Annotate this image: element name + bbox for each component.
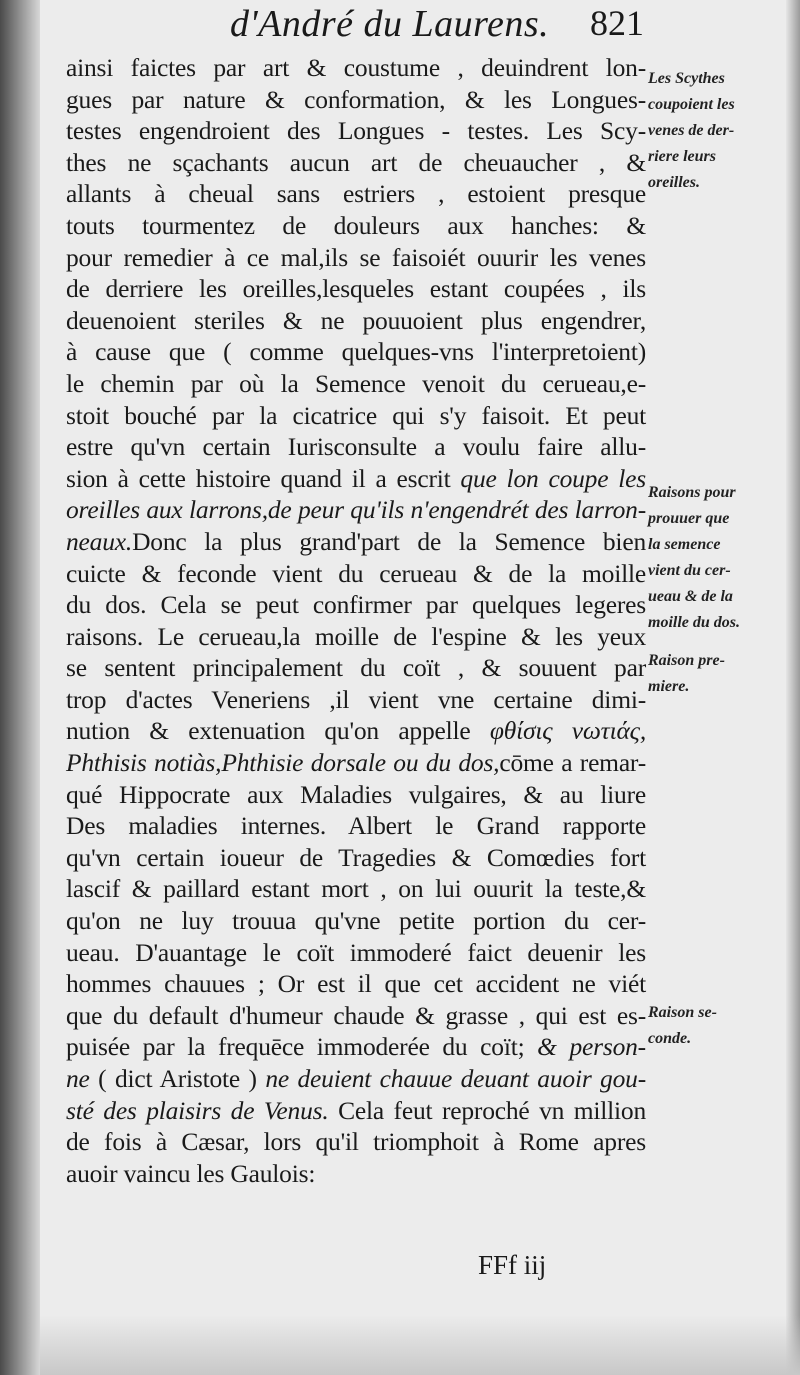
text-line <box>66 684 646 716</box>
text-segment: qu'vn certain ioueur de Tragedies & Comœdies fort <box>66 842 646 872</box>
text-line <box>66 178 646 210</box>
margin-note-line: prouuer que <box>648 510 730 527</box>
text-segment: du dos. Cela se peut confirmer par quelques legeres <box>66 590 646 620</box>
text-segment: de fois à Cæsar, lors qu'il triomphoit à Rome apres <box>66 1127 646 1157</box>
italic-segment: sté des plaisirs de Venus. <box>66 1095 329 1125</box>
margin-note-line: venes de der- <box>648 122 735 139</box>
text-line <box>66 589 646 621</box>
text-segment: puisée par la frequēce immoderée du coït; <box>66 1032 538 1062</box>
text-segment: trop d'actes Veneriens ,il vient vne certaine dimi- <box>66 684 646 714</box>
margin-note-premiere <box>648 648 774 700</box>
text-segment: cōme a remar- <box>499 748 647 778</box>
text-segment: qu'on ne luy trouua qu'vne petite portion du cer- <box>66 906 646 936</box>
text-line <box>66 1063 646 1095</box>
text-segment: qué Hippocrate aux Maladies vulgaires, & au liure <box>66 779 646 809</box>
page-number: 821 <box>590 3 644 43</box>
text-line <box>66 842 646 874</box>
text-line <box>66 747 646 779</box>
text-line <box>66 494 646 526</box>
text-segment: Donc la plus grand'part de la Semence bien <box>132 526 646 556</box>
page-bottom-shade <box>40 1315 800 1375</box>
text-segment: allants à cheual sans estriers , estoient presque <box>66 179 646 209</box>
text-segment: ( dict Aristote ) <box>89 1064 266 1093</box>
text-line <box>66 558 646 590</box>
text-segment: Cela feut reproché vn million <box>328 1095 646 1125</box>
text-line <box>66 242 646 274</box>
italic-segment: ne <box>66 1064 90 1093</box>
text-segment: à cause que ( comme quelques-vns l'interpretoient) <box>66 337 646 367</box>
text-line <box>66 1031 646 1063</box>
text-line <box>66 715 646 747</box>
italic-segment: & person- <box>537 1032 646 1062</box>
text-segment: testes engendroient des Longues - testes. Les Scy- <box>66 116 646 146</box>
text-segment: estre qu'vn certain Iurisconsulte a voulu faire allu- <box>66 432 646 462</box>
margin-note-line: oreilles. <box>648 174 700 191</box>
book-spine-shadow <box>0 0 40 1375</box>
text-line <box>66 147 646 179</box>
text-segment: se sentent principalement du coït , & souuent par <box>66 653 646 683</box>
text-segment: hommes chauues ; Or est il que cet accident ne viét <box>66 969 646 999</box>
italic-segment: Phthisis notiàs,Phthisie dorsale ou du dos, <box>66 748 500 778</box>
text-line <box>66 652 646 684</box>
text-segment: stoit bouché par la cicatrice qui s'y faisoit. Et peut <box>66 400 646 430</box>
running-title: d'André du Laurens. <box>230 3 550 45</box>
text-line <box>66 305 646 337</box>
main-text-block <box>66 52 646 1189</box>
text-segment: que du default d'humeur chaude & grasse , qui est es- <box>66 1000 646 1030</box>
text-segment: ainsi faictes par art & coustume , deuindrent lon- <box>66 53 646 82</box>
margin-note-line: la semence <box>648 536 721 553</box>
italic-segment: que lon coupe les <box>460 463 646 493</box>
text-segment: ueau. D'auantage le coït immoderé faict deuenir les <box>66 937 646 967</box>
text-segment: le chemin par où la Semence venoit du cerueau,e- <box>66 368 646 398</box>
margin-note-line: Raison se- <box>648 1004 717 1021</box>
text-line <box>66 1126 646 1158</box>
text-line <box>66 779 646 811</box>
text-line <box>66 463 646 495</box>
text-segment: deuenoient steriles & ne pouuoient plus engendrer, <box>66 305 646 335</box>
text-line <box>66 273 646 305</box>
margin-note-line: riere leurs <box>648 148 716 165</box>
page-edge <box>786 0 800 1375</box>
text-line <box>66 937 646 969</box>
text-segment: sion à cette histoire quand il a escrit <box>66 463 461 493</box>
text-line <box>66 1095 646 1127</box>
italic-segment: neaux. <box>66 526 133 556</box>
text-line <box>66 431 646 463</box>
italic-segment: oreilles aux larrons,de peur qu'ils n'engendrét des larron- <box>66 495 646 525</box>
margin-note-seconde <box>648 1000 774 1052</box>
margin-note-scythes <box>648 66 774 196</box>
text-line <box>66 968 646 1000</box>
text-line <box>66 336 646 368</box>
text-line <box>66 368 646 400</box>
italic-segment: φθίσις νωτιάς, <box>489 716 646 746</box>
margin-note-line: moille du dos. <box>648 614 741 631</box>
text-line <box>66 1000 646 1032</box>
text-line <box>66 210 646 242</box>
margin-note-line: conde. <box>648 1030 692 1047</box>
running-header <box>230 0 670 48</box>
text-line <box>66 1158 646 1190</box>
text-segment: auoir vaincu les Gaulois: <box>66 1158 316 1188</box>
text-line <box>66 905 646 937</box>
text-line <box>66 115 646 147</box>
margin-note-line: coupoient les <box>648 96 735 113</box>
text-segment: nution & extenuation qu'on appelle <box>66 716 490 746</box>
margin-note-line: Raisons pour <box>648 484 736 501</box>
margin-note-line: Les Scythes <box>648 70 725 87</box>
text-segment: raisons. Le cerueau,la moille de l'espine & les yeux <box>66 621 646 651</box>
text-line <box>66 84 646 116</box>
margin-note-line: miere. <box>648 678 690 695</box>
text-segment: thes ne sçachants aucun art de cheuaucher , & <box>66 147 646 177</box>
text-segment: cuicte & feconde vient du cerueau & de la moille <box>66 558 646 588</box>
italic-segment: ne deuient chauue deuant auoir gou- <box>265 1064 646 1093</box>
text-segment: pour remedier à ce mal,ils se faisoiét ouurir les venes <box>66 242 646 272</box>
text-line <box>66 52 646 84</box>
text-segment: de derriere les oreilles,lesqueles estant coupées , ils <box>66 274 646 304</box>
text-segment: Des maladies internes. Albert le Grand rapporte <box>66 811 646 841</box>
text-segment: lascif & paillard estant mort , on lui ouurit la teste,& <box>66 874 646 904</box>
text-line <box>66 621 646 653</box>
margin-note-line: vient du cer- <box>648 562 731 579</box>
text-line <box>66 400 646 432</box>
margin-note-line: ueau & de la <box>648 588 733 605</box>
signature-mark: FFf iij <box>478 1250 547 1280</box>
text-line <box>66 873 646 905</box>
text-segment: touts tourmentez de douleurs aux hanches: & <box>66 210 646 240</box>
text-line <box>66 526 646 558</box>
text-segment: gues par nature & conformation, & les Longues- <box>66 84 646 114</box>
margin-note-line: Raison pre- <box>648 652 725 669</box>
text-line <box>66 810 646 842</box>
margin-note-raisons <box>648 480 774 636</box>
